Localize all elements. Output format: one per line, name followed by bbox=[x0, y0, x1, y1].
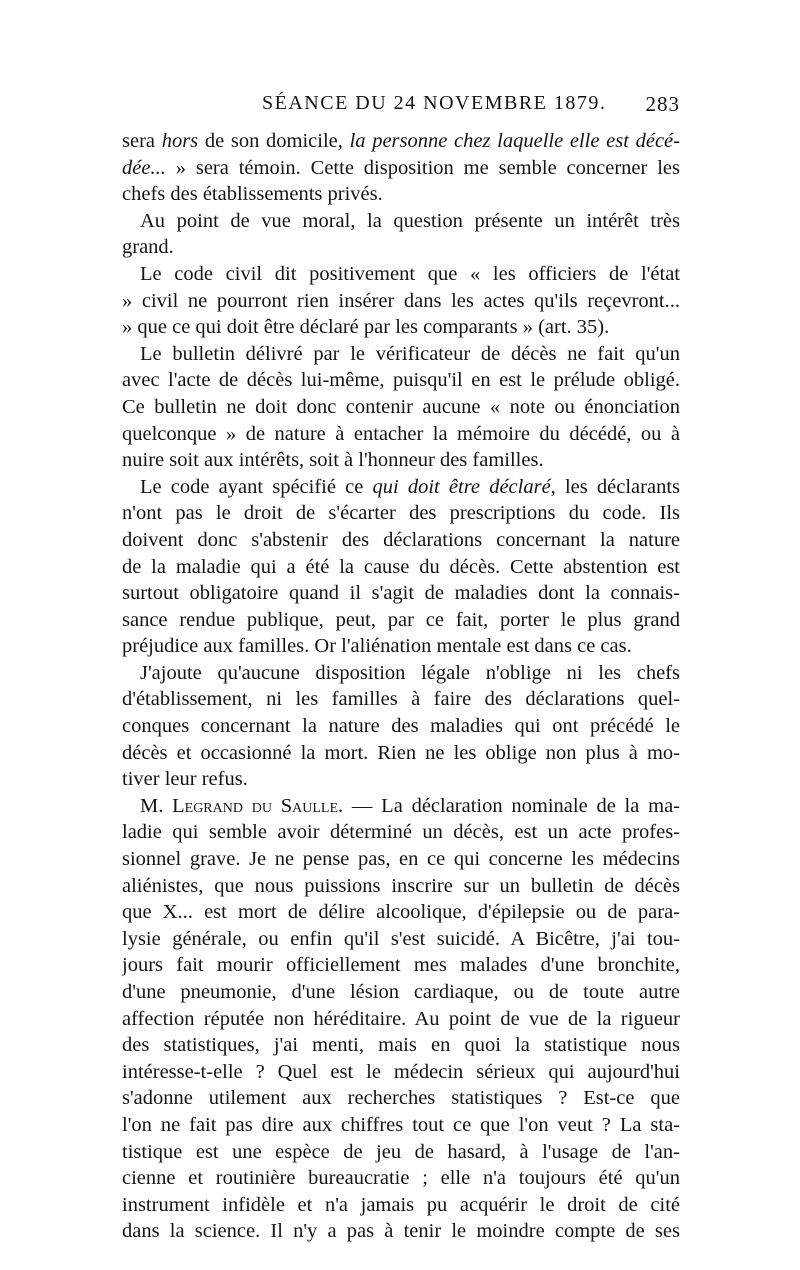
text-line: nuire soit aux intérêts, soit à l'honneur des familles. bbox=[122, 449, 544, 472]
page-number: 283 bbox=[645, 92, 680, 116]
text-line: Le code civil dit positivement que « les officiers de l'état bbox=[140, 262, 680, 285]
text-line: Le bulletin délivré par le vérificateur de décès ne fait qu'un bbox=[140, 342, 680, 365]
text-line: d'établissement, ni les familles à faire des déclarations quel- bbox=[122, 688, 680, 711]
text-span: M. bbox=[140, 794, 173, 817]
text-line: de la maladie qui a été la cause du décès. Cette abstention est bbox=[122, 555, 680, 578]
text-line: ladie qui semble avoir déterminé un décès, est un acte profes- bbox=[122, 821, 680, 844]
text-span: Le code ayant spécifié ce bbox=[140, 475, 373, 498]
text-line: » civil ne pourront rien insérer dans les actes qu'ils reçevront... bbox=[122, 289, 680, 312]
text-span: de son domicile, bbox=[198, 130, 350, 152]
italic-span: dée... bbox=[122, 156, 166, 179]
text-line bbox=[122, 128, 680, 155]
text-line: surtout obligatoire quand il s'agit de maladies dont la connais- bbox=[122, 582, 680, 605]
text-line: l'on ne fait pas dire aux chiffres tout ce que l'on veut ? La sta- bbox=[122, 1113, 680, 1136]
text-line: des statistiques, j'ai menti, mais en quoi la statistique nous bbox=[122, 1034, 680, 1057]
text-line: tistique est une espèce de jeu de hasard, à l'usage de l'an- bbox=[122, 1140, 680, 1163]
text-line: intéresse-t-elle ? Quel est le médecin sérieux qui aujourd'hui bbox=[122, 1060, 680, 1083]
running-title: SÉANCE DU 24 NOVEMBRE 1879. bbox=[262, 92, 607, 114]
text-line: affection réputée non héréditaire. Au point de vue de la rigueur bbox=[122, 1007, 680, 1030]
italic-span: qui doit être déclaré bbox=[372, 475, 551, 498]
text-line: aliénistes, que nous puissions inscrire sur un bulletin de décès bbox=[122, 874, 680, 897]
text-line: quelconque » de nature à entacher la mémoire du décédé, ou à bbox=[122, 422, 680, 445]
text-line: décès et occasionné la mort. Rien ne les oblige non plus à mo- bbox=[122, 741, 680, 764]
text-line: jours fait mourir officiellement mes malades d'une bronchite, bbox=[122, 954, 680, 977]
text-line bbox=[122, 793, 680, 820]
body-text bbox=[122, 128, 680, 1245]
text-line: conques concernant la nature des maladies qui ont précédé le bbox=[122, 715, 680, 738]
text-line: que X... est mort de délire alcoolique, d'épilepsie ou de para- bbox=[122, 901, 680, 924]
text-line: tiver leur refus. bbox=[122, 768, 248, 791]
text-span: » sera témoin. Cette disposition me semble concerner les bbox=[165, 156, 680, 179]
text-line: grand. bbox=[122, 236, 174, 259]
text-line: sance rendue publique, peut, par ce fait, porter le plus grand bbox=[122, 608, 680, 631]
text-line: chefs des établissements privés. bbox=[122, 183, 383, 206]
text-line: préjudice aux familles. Or l'aliénation mentale est dans ce cas. bbox=[122, 635, 632, 658]
text-line: n'ont pas le droit de s'écarter des prescriptions du code. Ils bbox=[122, 502, 680, 525]
text-line: sionnel grave. Je ne pense pas, en ce qui concerne les médecins bbox=[122, 848, 680, 871]
text-line: s'adonne utilement aux recherches statistiques ? Est-ce que bbox=[122, 1087, 680, 1110]
italic-span: la personne chez laquelle elle est décé- bbox=[349, 130, 680, 152]
text-line: lysie générale, ou enfin qu'il s'est suicidé. A Bicêtre, j'ai tou- bbox=[122, 927, 680, 950]
text-line: d'une pneumonie, d'une lésion cardiaque, ou de toute autre bbox=[122, 981, 680, 1003]
text-line: Au point de vue moral, la question présente un intérêt très bbox=[140, 209, 680, 232]
text-line: doivent donc s'abstenir des déclarations concernant la nature bbox=[122, 528, 680, 551]
text-line: instrument infidèle et n'a jamais pu acquérir le droit de cité bbox=[122, 1193, 680, 1216]
text-line bbox=[122, 155, 680, 182]
text-line: J'ajoute qu'aucune disposition légale n'oblige ni les chefs bbox=[140, 661, 680, 684]
text-line: » que ce qui doit être déclaré par les comparants » (art. 35). bbox=[122, 316, 610, 339]
text-line: dans la science. Il n'y a pas à tenir le moindre compte de ses bbox=[122, 1220, 680, 1243]
text-span: . — La déclaration nominale de la ma- bbox=[338, 794, 680, 817]
text-span: , les déclarants bbox=[550, 475, 680, 498]
text-line bbox=[122, 474, 680, 501]
running-header bbox=[122, 92, 680, 122]
text-line: Ce bulletin ne doit donc contenir aucune « note ou énonciation bbox=[122, 395, 680, 418]
speaker-name: Legrand du Saulle bbox=[172, 794, 339, 817]
text-line: avec l'acte de décès lui-même, puisqu'il en est le prélude obligé. bbox=[122, 369, 680, 392]
italic-span: hors bbox=[161, 130, 199, 152]
text-line: cienne et routinière bureaucratie ; elle n'a toujours été qu'un bbox=[122, 1167, 680, 1190]
text-span: sera bbox=[122, 130, 162, 152]
